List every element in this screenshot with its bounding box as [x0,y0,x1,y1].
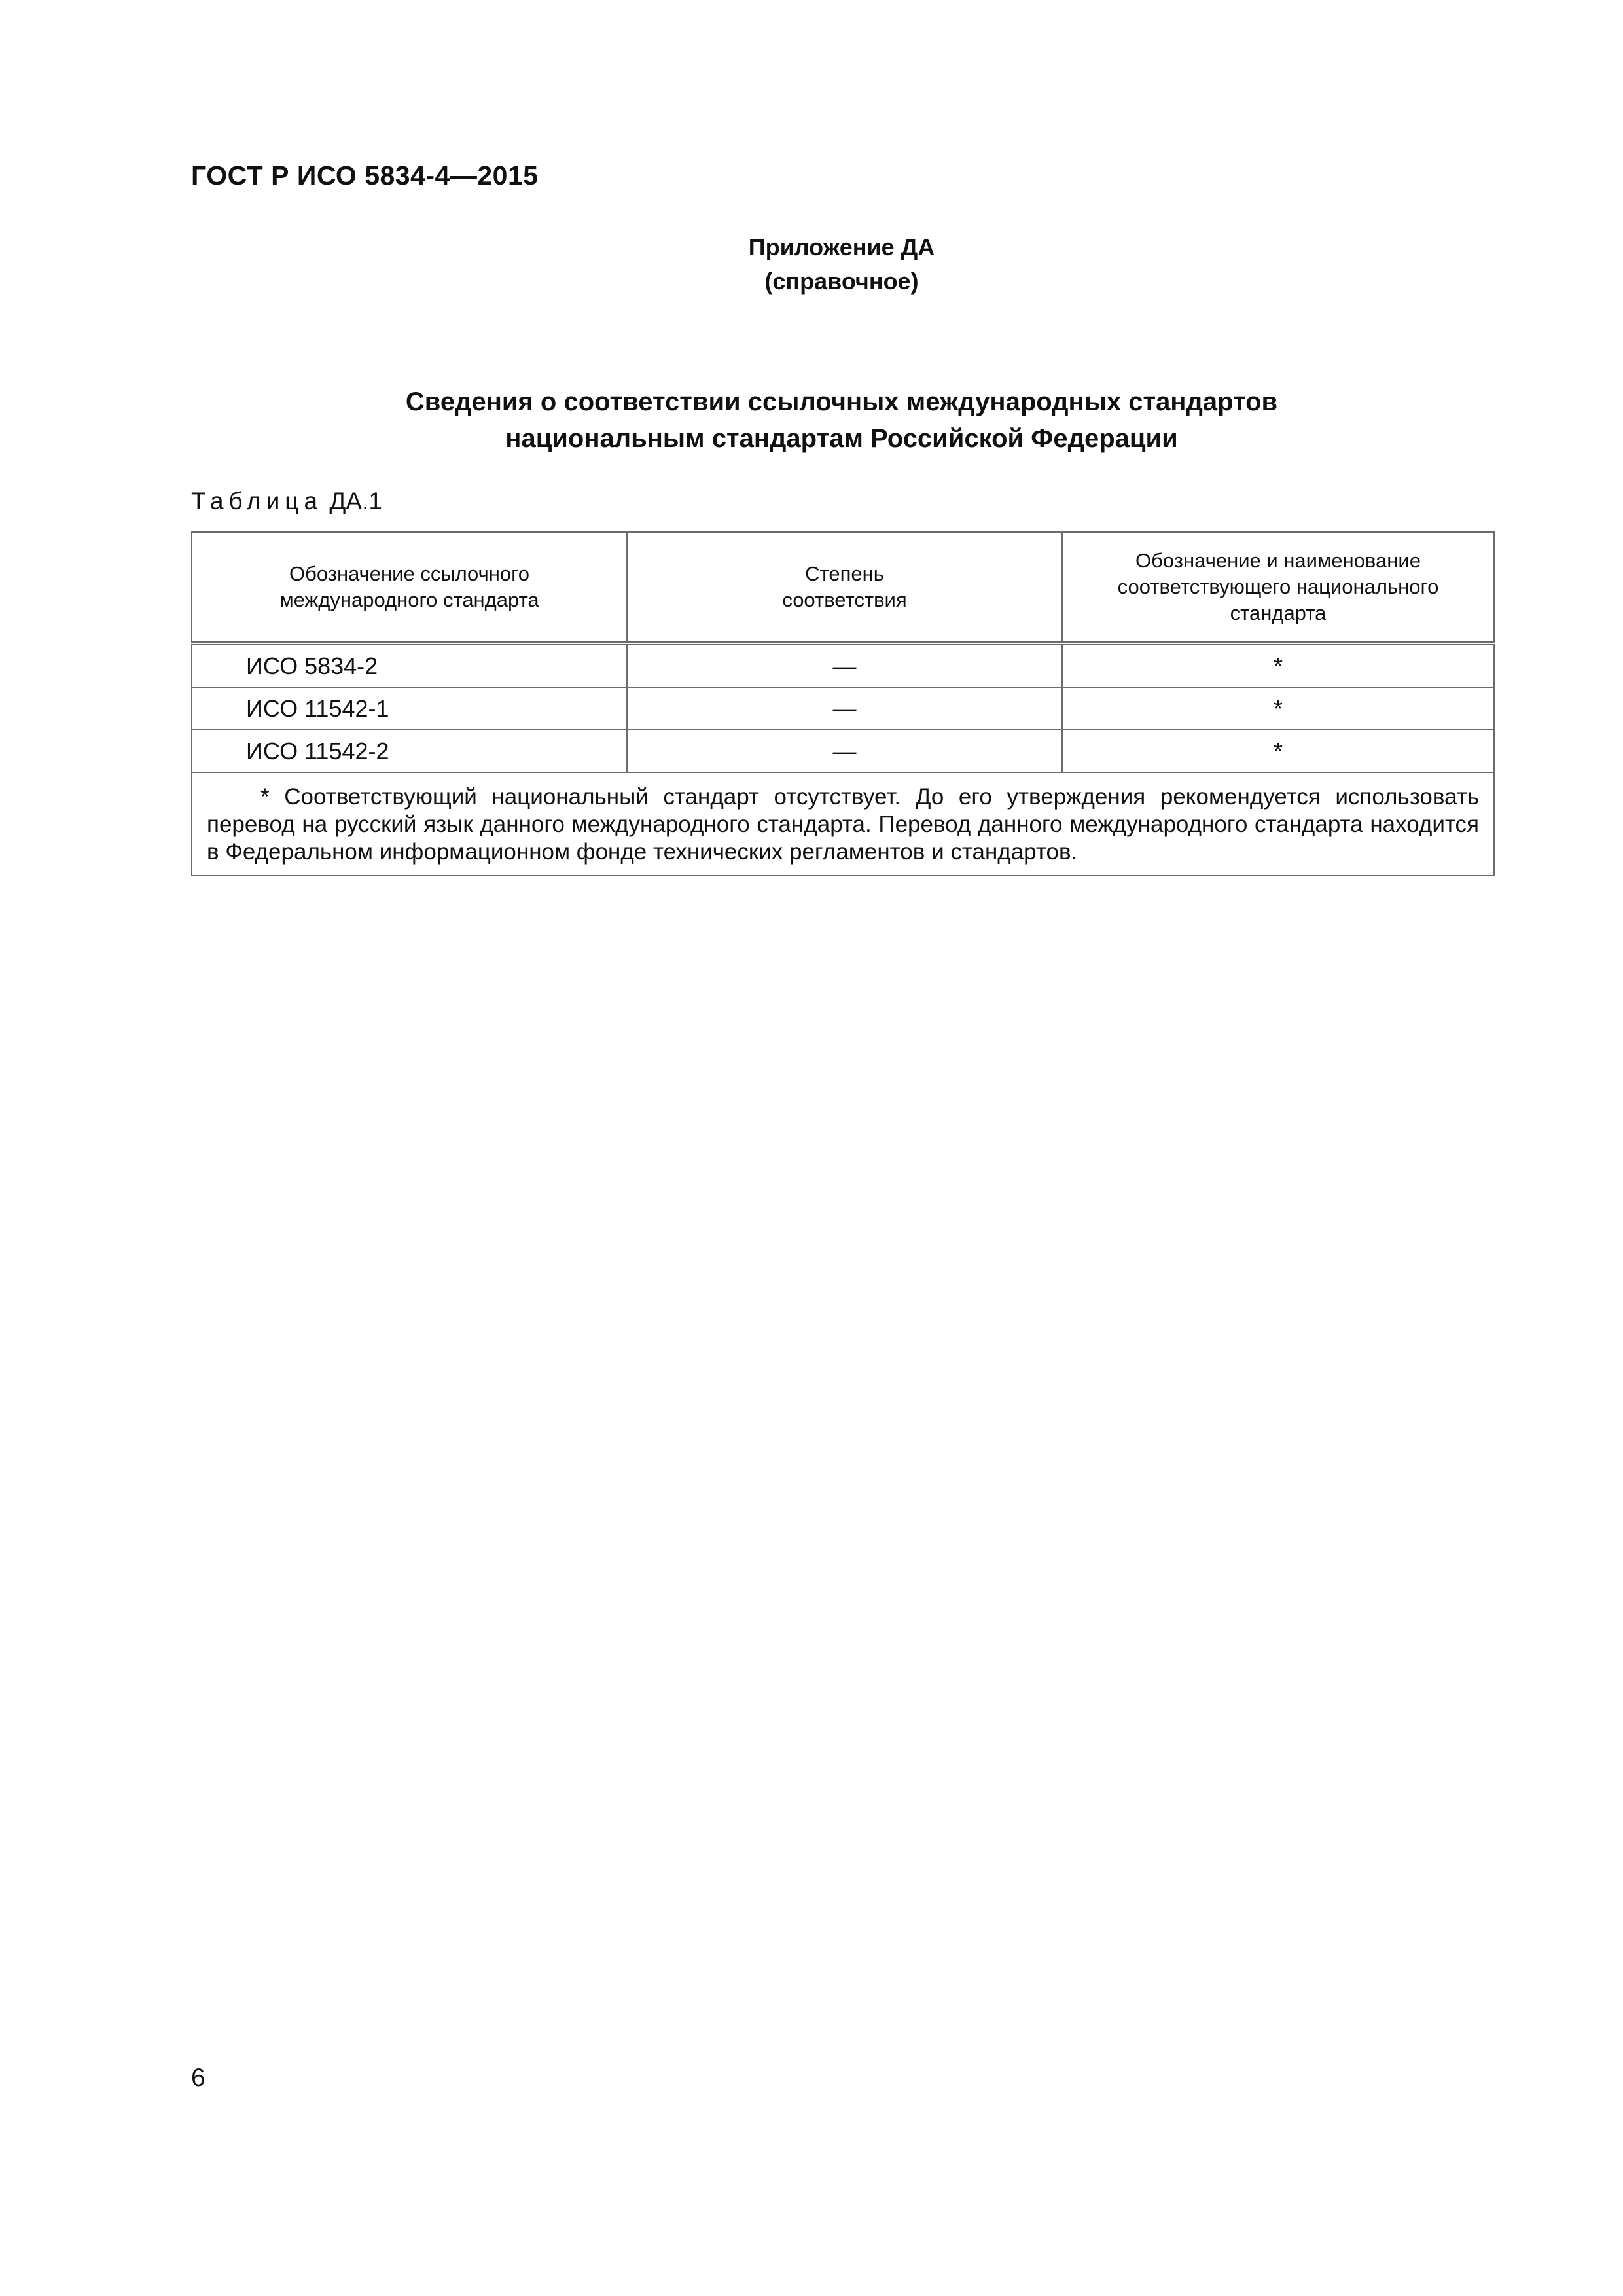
cell-designation: ИСО 11542-1 [192,687,627,730]
cell-national: * [1062,687,1494,730]
cell-degree: — [627,687,1062,730]
cell-national: * [1062,643,1494,687]
header-degree-of-conformity: Степень соответствия [627,532,1062,643]
table-caption-word: Таблица [191,488,323,514]
table-footnote-row [192,772,1494,876]
cell-degree: — [627,643,1062,687]
cell-designation: ИСО 5834-2 [192,643,627,687]
table-row [192,643,1494,687]
page-number: 6 [191,2064,205,2092]
appendix-heading [0,230,1623,298]
standards-table [191,531,1495,876]
section-title [0,384,1623,457]
table-caption-number: ДА.1 [329,488,382,514]
cell-designation: ИСО 11542-2 [192,730,627,772]
table-footnote: * Соответствующий национальный стандарт отсутствует. До его утверждения рекомендуется использовать перевод на русский язык данного международного стандарта. Перевод данного международного стандарта находится в Федеральном информационном фонде технических регламентов и стандартов. [192,772,1494,876]
section-title-line-1: Сведения о соответствии ссылочных международных стандартов [405,387,1278,416]
cell-degree: — [627,730,1062,772]
table-header-row [192,532,1494,643]
document-code: ГОСТ Р ИСО 5834-4—2015 [191,160,539,190]
table-row [192,730,1494,772]
section-title-line-2: национальным стандартам Российской Федерации [505,424,1178,453]
appendix-type: (справочное) [764,268,919,295]
cell-national: * [1062,730,1494,772]
table-row [192,687,1494,730]
header-international-designation: Обозначение ссылочного международного стандарта [192,532,627,643]
header-national-standard: Обозначение и наименование соответствующего национального стандарта [1062,532,1494,643]
table-caption [191,488,382,515]
appendix-title: Приложение ДА [748,234,935,260]
